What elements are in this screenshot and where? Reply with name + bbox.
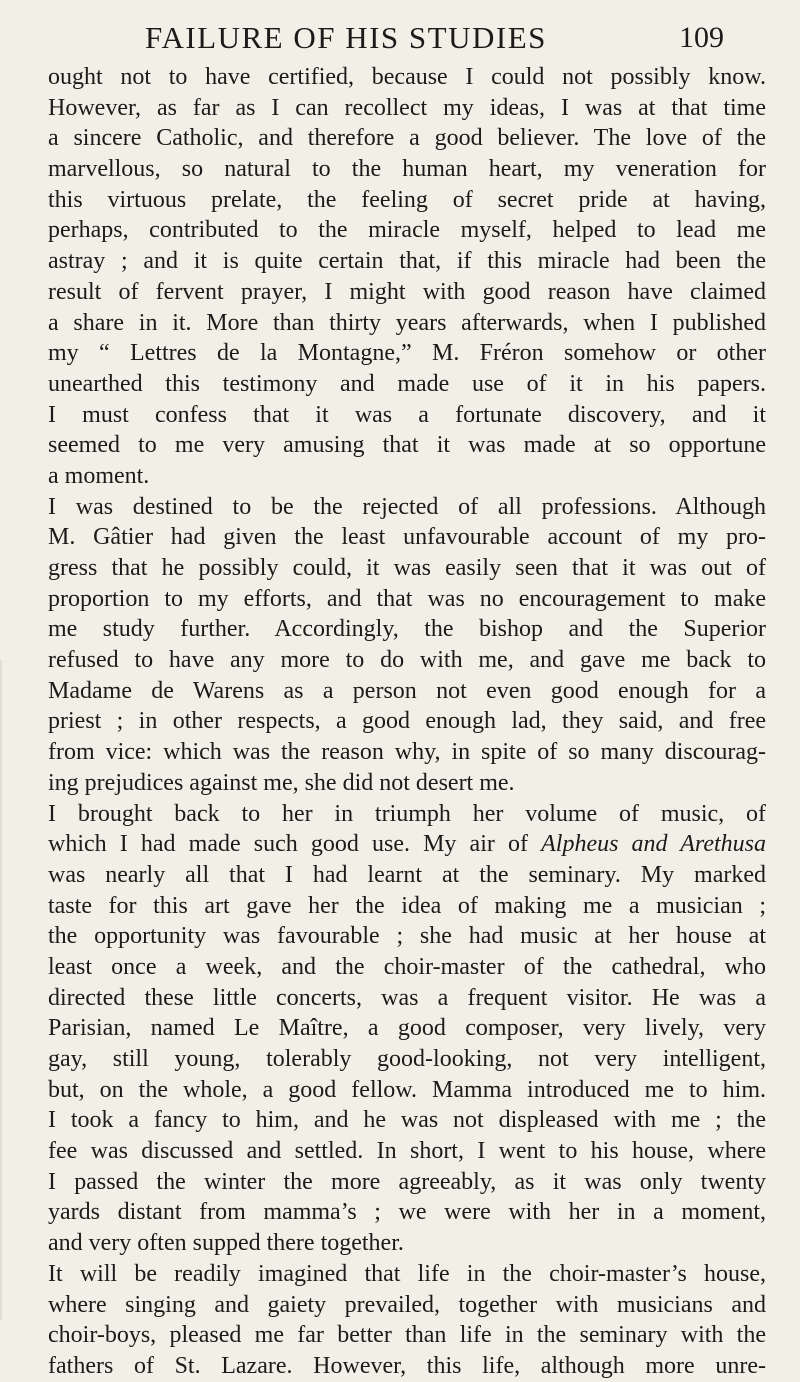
text-line: I was destined to be the rejected of all professions. Although <box>48 493 766 520</box>
text-line: the opportunity was favourable ; she had music at her house at <box>48 923 766 950</box>
text-line: perhaps, contributed to the miracle myself, helped to lead me <box>48 217 766 244</box>
text-line: However, as far as I can recollect my ideas, I was at that time <box>48 94 766 121</box>
text-line: choir-boys, pleased me far better than life in the seminary with the <box>48 1322 766 1349</box>
text-line: a share in it. More than thirty years afterwards, when I published <box>48 309 766 336</box>
text-line: result of fervent prayer, I might with good reason have claimed <box>48 278 766 305</box>
text-line: a moment. <box>48 462 150 489</box>
text-line: taste for this art gave her the idea of making me a musician ; <box>48 892 766 919</box>
italic-title: Alpheus and Arethusa <box>541 831 766 858</box>
text-line: Madame de Warens as a person not even good enough for a <box>48 677 766 704</box>
text-line: gress that he possibly could, it was easily seen that it was out of <box>48 555 766 581</box>
text-line: I brought back to her in triumph her volume of music, of <box>48 800 766 827</box>
text-line: I took a fancy to him, and he was not displeased with me ; the <box>48 1107 766 1134</box>
text-line: I passed the winter the more agreeably, as it was only twenty <box>48 1168 766 1195</box>
text-line: fee was discussed and settled. In short, I went to his house, where <box>48 1138 766 1165</box>
text-line: It will be readily imagined that life in the choir-master’s house, <box>48 1260 766 1287</box>
text-line: I must confess that it was a fortunate discovery, and it <box>48 401 766 428</box>
text-line: unearthed this testimony and made use of it in his papers. <box>48 370 766 397</box>
text-line: a sincere Catholic, and therefore a good believer. The love of the <box>48 125 766 152</box>
text-line: and very often supped there together. <box>48 1230 404 1257</box>
page-number: 109 <box>679 21 724 54</box>
text-line: M. Gâtier had given the least unfavourable account of my pro- <box>48 524 766 551</box>
text-line: priest ; in other respects, a good enough lad, they said, and free <box>48 708 766 735</box>
text-line: Parisian, named Le Maître, a good composer, very lively, very <box>48 1015 766 1042</box>
text-line: fathers of St. Lazare. However, this life, although more unre- <box>48 1352 766 1379</box>
text-line: this virtuous prelate, the feeling of secret pride at having, <box>48 186 766 213</box>
page-edge-shadow <box>0 660 3 1320</box>
page-header <box>0 18 800 58</box>
text-line: directed these little concerts, was a frequent visitor. He was a <box>48 984 766 1011</box>
text-line: was nearly all that I had learnt at the seminary. My marked <box>48 861 766 888</box>
text-line: where singing and gaiety prevailed, together with musicians and <box>48 1291 766 1318</box>
text-line: ought not to have certified, because I could not possibly know. <box>48 64 766 90</box>
text-line: ing prejudices against me, she did not desert me. <box>48 769 515 796</box>
text-line: refused to have any more to do with me, and gave me back to <box>48 647 766 674</box>
text-line: my “ Lettres de la Montagne,” M. Fréron somehow or other <box>48 340 766 367</box>
text-line: marvellous, so natural to the human heart, my veneration for <box>48 156 766 183</box>
text-line: me study further. Accordingly, the bishop and the Superior <box>48 616 766 643</box>
text-line: least once a week, and the choir-master of the cathedral, who <box>48 953 766 980</box>
text-line: from vice: which was the reason why, in spite of so many discourag- <box>48 739 766 766</box>
text-line: gay, still young, tolerably good-looking, not very intelligent, <box>48 1046 766 1072</box>
text-line: astray ; and it is quite certain that, if this miracle had been the <box>48 248 766 275</box>
text-line: proportion to my efforts, and that was no encouragement to make <box>48 585 766 612</box>
text-line: yards distant from mamma’s ; we were with her in a moment, <box>48 1199 766 1226</box>
running-title: FAILURE OF HIS STUDIES <box>145 20 547 55</box>
text-line: which I had made such good use. My air of Alpheus and Arethusa <box>48 831 766 858</box>
text-line: but, on the whole, a good fellow. Mamma introduced me to him. <box>48 1076 766 1103</box>
body-text <box>48 62 766 1382</box>
text-line: seemed to me very amusing that it was made at so opportune <box>48 432 766 459</box>
